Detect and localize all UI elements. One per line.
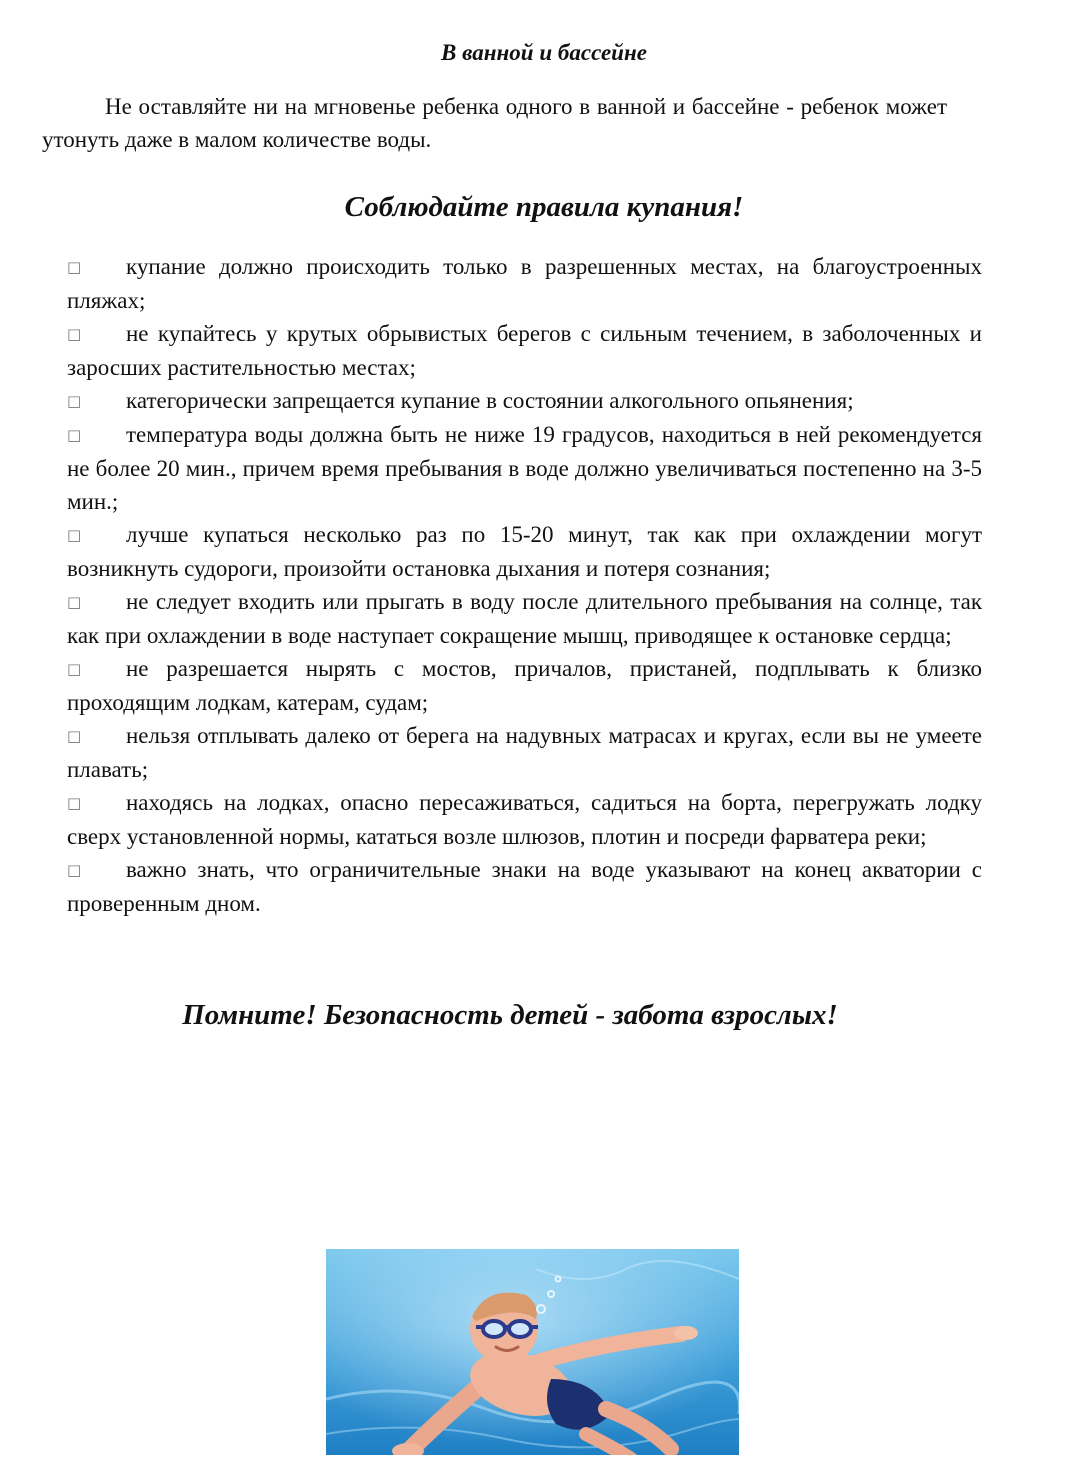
rule-item [67, 518, 982, 585]
bullet-icon: □ [67, 258, 82, 276]
intro-paragraph: Не оставляйте ни на мгновенье ребенка одного в ванной и бассейне - ребенок может утонуть даже в малом количестве воды. [42, 94, 947, 152]
bullet-icon: □ [67, 392, 82, 410]
bullet-icon: □ [67, 526, 82, 544]
bullet-icon: □ [67, 861, 82, 879]
rule-item [67, 719, 982, 786]
rule-item [67, 317, 982, 384]
rule-item [67, 250, 982, 317]
rule-text: купание должно происходить только в разрешенных местах, на благоустроенных пляжах; [67, 254, 982, 313]
rules-list [67, 250, 982, 920]
rule-text: температура воды должна быть не ниже 19 градусов, находиться в ней рекомендуется не более 20 мин., причем время пребывания в воде должно увеличиваться постепенно на 3-5 мин.; [67, 422, 982, 514]
rule-item [67, 853, 982, 920]
rule-text: лучше купаться несколько раз по 15-20 минут, так как при охлаждении могут возникнуть судороги, произойти остановка дыхания и потеря сознания; [67, 522, 982, 581]
rule-item [67, 384, 982, 418]
bullet-icon: □ [67, 660, 82, 678]
rule-text: не разрешается нырять с мостов, причалов, пристаней, подплывать к близко проходящим лодкам, катерам, судам; [67, 656, 982, 715]
rule-text: категорически запрещается купание в состоянии алкогольного опьянения; [126, 388, 854, 413]
bullet-icon: □ [67, 727, 82, 745]
rule-text: не следует входить или прыгать в воду после длительного пребывания на солнце, так как при охлаждении в воде наступает сокращение мышц, приводящее к остановке сердца; [67, 589, 982, 648]
rule-item [67, 585, 982, 652]
section-title: В ванной и бассейне [441, 40, 647, 65]
rules-heading: Соблюдайте правила купания! [344, 191, 744, 223]
rule-text: не купайтесь у крутых обрывистых берегов с сильным течением, в заболоченных и заросших растительностью местах; [67, 321, 982, 380]
rule-item [67, 418, 982, 518]
rule-item [67, 652, 982, 719]
rule-text: важно знать, что ограничительные знаки на воде указывают на конец акватории с проверенным дном. [67, 857, 982, 916]
closing-slogan: Помните! Безопасность детей - забота взрослых! [182, 999, 838, 1031]
bullet-icon: □ [67, 794, 82, 812]
rule-text: нельзя отплывать далеко от берега на надувных матрасах и кругах, если вы не умеете плавать; [67, 723, 982, 782]
bullet-icon: □ [67, 325, 82, 343]
rule-text: находясь на лодках, опасно пересаживаться, садиться на борта, перегружать лодку сверх установленной нормы, кататься возле шлюзов, плотин и посреди фарватера реки; [67, 790, 982, 849]
rule-item [67, 786, 982, 853]
child-swimming-photo [326, 1249, 739, 1455]
bullet-icon: □ [67, 426, 82, 444]
swimming-child-illustration [326, 1249, 739, 1455]
bullet-icon: □ [67, 593, 82, 611]
